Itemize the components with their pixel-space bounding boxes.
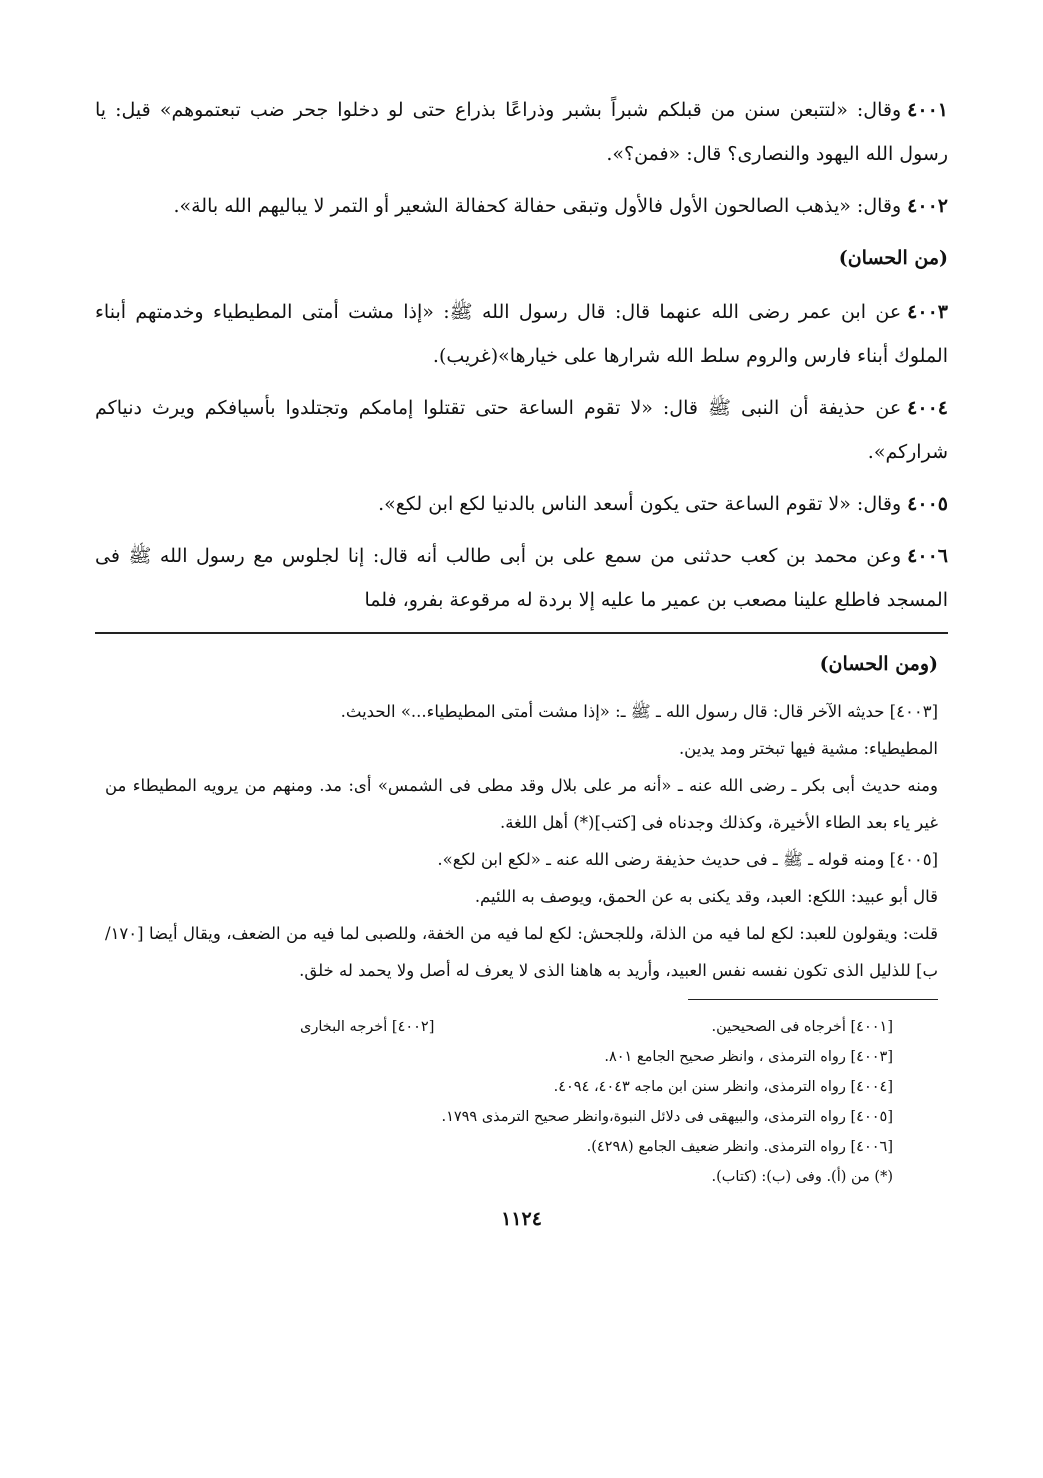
main-text bbox=[95, 88, 948, 622]
footnotes bbox=[95, 1012, 948, 1192]
commentary-heading: (ومن الحسان) bbox=[819, 653, 938, 675]
hadith-number: ٤٠٠٣ bbox=[907, 301, 948, 323]
footnote-4005: [٤٠٠٥] رواه الترمذى، والبيهقى فى دلائل النبوة،وانظر صحيح الترمذى ١٧٩٩. bbox=[441, 1109, 893, 1125]
commentary bbox=[95, 646, 948, 989]
footnote-4001: [٤٠٠١] أخرجاه فى الصحيحين. bbox=[711, 1019, 893, 1035]
hadith-number: ٤٠٠١ bbox=[907, 99, 948, 121]
hadith-text: عن حذيفة أن النبى ﷺ قال: «لا تقوم الساعة حتى تقتلوا إمامكم وتجتلدوا بأسيافكم ويرث دنياكم شراركم». bbox=[95, 397, 948, 463]
commentary-paragraph: المطيطياء: مشية فيها تبختر ومد يدين. bbox=[678, 739, 938, 758]
page-number: ١١٢٤ bbox=[501, 1208, 542, 1230]
hadith-text: وقال: «لا تقوم الساعة حتى يكون أسعد الناس بالدنيا لكع ابن لكع». bbox=[378, 493, 902, 515]
commentary-paragraph: قلت: ويقولون للعبد: لكع لما فيه من الذلة، وللجحش: لكع لما فيه من الخفة، وللصبى لما فيه من الضعف، ويقال أيضا [١٧٠/ب] للذليل الذى تكون نفسه نفس العبيد، وأريد به هاهنا الذى لا يعرف له أصل ولا يحمد له خلق. bbox=[105, 924, 938, 980]
footnote-4006: [٤٠٠٦] رواه الترمذى. وانظر ضعيف الجامع (٤٢٩٨). bbox=[586, 1139, 893, 1155]
commentary-paragraph: [٤٠٠٥] ومنه قوله ـ ﷺ ـ فى حديث حذيفة رضى الله عنه ـ «لكع ابن لكع». bbox=[437, 850, 938, 869]
commentary-paragraph: ومنه حديث أبى بكر ـ رضى الله عنه ـ «أنه مر على بلال وقد مطى فى الشمس» أى: مد. ومنهم من يرويه المطيطاء من غير ياء بعد الطاء الأخيرة، وكذلك وجدناه فى [كتب](*) أهل اللغة. bbox=[105, 776, 938, 832]
commentary-paragraph: قال أبو عبيد: اللكع: العبد، وقد يكنى به عن الحمق، ويوصف به اللئيم. bbox=[474, 887, 938, 906]
section-heading: (من الحسان) bbox=[838, 247, 948, 269]
footnote-4004: [٤٠٠٤] رواه الترمذى، وانظر سنن ابن ماجه ٤٠٤٣، ٤٠٩٤. bbox=[553, 1079, 893, 1095]
hadith-number: ٤٠٠٤ bbox=[907, 397, 948, 419]
hadith-4006 bbox=[95, 534, 948, 622]
hadith-number: ٤٠٠٢ bbox=[907, 195, 948, 217]
hadith-number: ٤٠٠٥ bbox=[907, 493, 948, 515]
hadith-4001 bbox=[95, 88, 948, 176]
hadith-text: عن ابن عمر رضى الله عنهما قال: قال رسول الله ﷺ: «إذا مشت أمتى المطيطياء وخدمتهم أبناء الملوك أبناء فارس والروم سلط الله شرارها على خيارها»(غريب). bbox=[95, 301, 948, 367]
hadith-4002 bbox=[95, 184, 948, 228]
hadith-text: وعن محمد بن كعب حدثنى من سمع على بن أبى طالب أنه قال: إنا لجلوس مع رسول الله ﷺ فى المسجد فاطلع علينا مصعب بن عمير ما عليه إلا بردة له مرقوعة بفرو، فلما bbox=[95, 545, 948, 611]
hadith-4005 bbox=[95, 482, 948, 526]
commentary-paragraph: [٤٠٠٣] حديثه الآخر قال: قال رسول الله ـ ﷺ ـ: «إذا مشت أمتى المطيطياء...» الحديث. bbox=[340, 702, 938, 721]
hadith-text: وقال: «لتتبعن سنن من قبلكم شبراً بشبر وذراعًا بذراع حتى لو دخلوا جحر ضب تبعتموهم» قيل: يا رسول الله اليهود والنصارى؟ قال: «فمن؟». bbox=[95, 99, 948, 165]
footnote-divider bbox=[688, 999, 938, 1000]
footnote-4003: [٤٠٠٣] رواه الترمذى ، وانظر صحيح الجامع ٨٠١. bbox=[604, 1049, 893, 1065]
footnote-star: (*) من (أ). وفى (ب): (كتاب). bbox=[711, 1169, 893, 1185]
hadith-4004 bbox=[95, 386, 948, 474]
hadith-number: ٤٠٠٦ bbox=[907, 545, 948, 567]
hadith-4003 bbox=[95, 290, 948, 378]
footnote-4002: [٤٠٠٢] أخرجه البخارى bbox=[300, 1019, 435, 1035]
footnote-row bbox=[150, 1012, 893, 1042]
section-divider bbox=[95, 632, 948, 634]
hadith-text: وقال: «يذهب الصالحون الأول فالأول وتبقى حفالة كحفالة الشعير أو التمر لا يباليهم الله بالة». bbox=[173, 195, 902, 217]
